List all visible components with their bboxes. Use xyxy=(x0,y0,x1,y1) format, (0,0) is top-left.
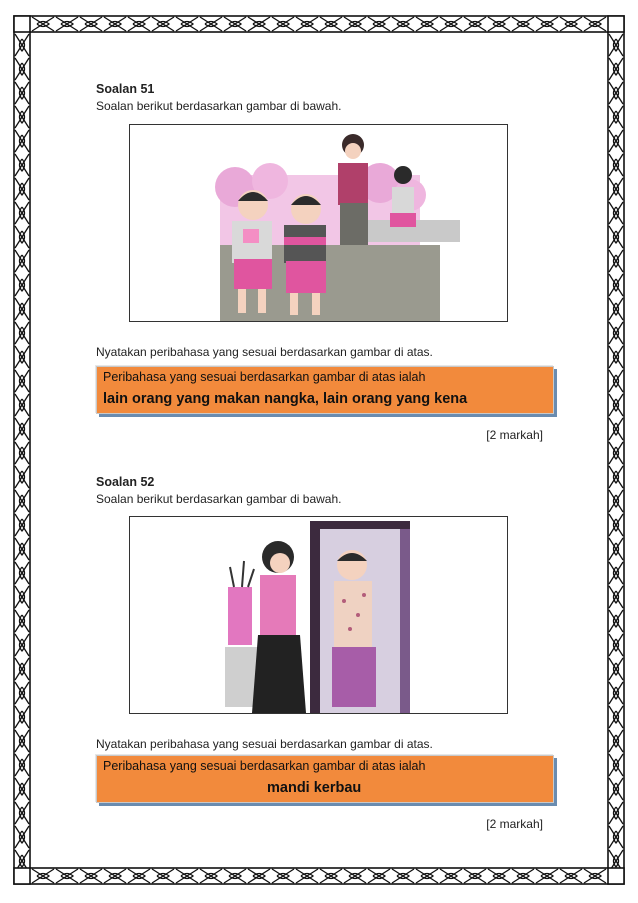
border-motif xyxy=(488,17,510,31)
border-motif xyxy=(15,490,29,512)
border-motif xyxy=(536,17,558,31)
border-motif xyxy=(584,17,606,31)
border-motif xyxy=(15,106,29,128)
border-motif xyxy=(609,682,623,704)
border-motif xyxy=(15,466,29,488)
border-motif xyxy=(104,869,126,883)
border-motif xyxy=(609,178,623,200)
border-motif xyxy=(609,706,623,728)
border-motif xyxy=(15,202,29,224)
question-51-answer-box xyxy=(96,366,554,414)
question-51-marks: [2 markah] xyxy=(486,428,543,442)
border-motif xyxy=(272,869,294,883)
border-motif xyxy=(152,17,174,31)
border-motif xyxy=(80,17,102,31)
border-motif xyxy=(15,514,29,536)
border-motif xyxy=(128,17,150,31)
border-motif xyxy=(609,250,623,272)
border-motif xyxy=(15,394,29,416)
border-motif xyxy=(176,869,198,883)
border-motif xyxy=(368,869,390,883)
border-motif xyxy=(344,17,366,31)
border-motif xyxy=(609,226,623,248)
border-motif xyxy=(32,17,54,31)
border-motif xyxy=(296,869,318,883)
border-motif xyxy=(248,869,270,883)
border-motif xyxy=(440,17,462,31)
border-motif xyxy=(32,869,54,883)
question-52-answer: mandi kerbau xyxy=(267,780,362,796)
border-motif xyxy=(15,58,29,80)
border-motif xyxy=(56,869,78,883)
border-motif xyxy=(416,869,438,883)
border-motif xyxy=(609,370,623,392)
border-motif xyxy=(609,274,623,296)
border-motif xyxy=(584,869,606,883)
border-motif xyxy=(15,346,29,368)
border-motif xyxy=(15,226,29,248)
border-motif xyxy=(224,17,246,31)
border-motif xyxy=(609,490,623,512)
question-51-intro: Soalan berikut berdasarkan gambar di bawah. xyxy=(96,99,342,113)
border-motif xyxy=(15,730,29,752)
border-motif xyxy=(15,322,29,344)
border-motif xyxy=(609,826,623,848)
border-motif xyxy=(512,869,534,883)
border-motif xyxy=(609,58,623,80)
question-52-answer-lead: Peribahasa yang sesuai berdasarkan gambar di atas ialah xyxy=(103,759,426,773)
border-motif xyxy=(609,442,623,464)
border-motif xyxy=(609,34,623,56)
border-motif xyxy=(344,869,366,883)
question-52-answer-box xyxy=(96,755,554,803)
border-motif xyxy=(392,17,414,31)
border-motif xyxy=(15,178,29,200)
border-motif xyxy=(512,17,534,31)
border-motif xyxy=(536,869,558,883)
border-motif xyxy=(464,869,486,883)
border-motif xyxy=(15,442,29,464)
border-motif xyxy=(609,346,623,368)
border-motif xyxy=(609,82,623,104)
border-motif xyxy=(609,802,623,824)
border-motif xyxy=(488,869,510,883)
border-motif xyxy=(609,586,623,608)
border-motif xyxy=(440,869,462,883)
question-52-illustration xyxy=(129,516,508,714)
border-motif xyxy=(15,34,29,56)
border-motif xyxy=(609,298,623,320)
border-motif xyxy=(15,778,29,800)
border-motif xyxy=(609,394,623,416)
border-motif xyxy=(560,869,582,883)
border-motif xyxy=(609,514,623,536)
border-motif xyxy=(152,869,174,883)
border-motif xyxy=(15,682,29,704)
question-51-answer: lain orang yang makan nangka, lain orang yang kena xyxy=(103,391,468,407)
border-motif xyxy=(15,130,29,152)
border-motif xyxy=(609,634,623,656)
question-52-marks: [2 markah] xyxy=(486,817,543,831)
border-motif xyxy=(15,418,29,440)
border-motif xyxy=(416,17,438,31)
border-motif xyxy=(272,17,294,31)
border-motif xyxy=(15,706,29,728)
border-motif xyxy=(200,869,222,883)
border-motif xyxy=(15,82,29,104)
border-motif xyxy=(609,418,623,440)
border-motif xyxy=(15,754,29,776)
border-motif xyxy=(464,17,486,31)
question-52-intro: Soalan berikut berdasarkan gambar di bawah. xyxy=(96,492,342,506)
question-52-heading: Soalan 52 xyxy=(96,475,155,489)
border-motif xyxy=(609,322,623,344)
border-motif xyxy=(56,17,78,31)
border-motif xyxy=(609,658,623,680)
border-motif xyxy=(609,154,623,176)
border-motif xyxy=(560,17,582,31)
border-motif xyxy=(609,202,623,224)
border-motif xyxy=(15,538,29,560)
border-motif xyxy=(80,869,102,883)
border-motif xyxy=(15,274,29,296)
border-motif xyxy=(15,826,29,848)
border-motif xyxy=(609,754,623,776)
border-motif xyxy=(200,17,222,31)
border-motif xyxy=(609,466,623,488)
border-motif xyxy=(15,562,29,584)
border-motif xyxy=(15,586,29,608)
border-motif xyxy=(224,869,246,883)
border-motif xyxy=(392,869,414,883)
border-motif xyxy=(15,250,29,272)
question-51-heading: Soalan 51 xyxy=(96,82,155,96)
border-motif xyxy=(368,17,390,31)
border-motif xyxy=(15,634,29,656)
border-motif xyxy=(609,730,623,752)
border-motif xyxy=(609,610,623,632)
border-motif xyxy=(609,130,623,152)
question-51-answer-lead: Peribahasa yang sesuai berdasarkan gambar di atas ialah xyxy=(103,370,426,384)
question-51-illustration xyxy=(129,124,508,322)
border-motif xyxy=(248,17,270,31)
question-51-prompt: Nyatakan peribahasa yang sesuai berdasarkan gambar di atas. xyxy=(96,345,433,359)
border-motif xyxy=(609,562,623,584)
border-motif xyxy=(15,298,29,320)
question-52-prompt: Nyatakan peribahasa yang sesuai berdasarkan gambar di atas. xyxy=(96,737,433,751)
border-motif xyxy=(320,17,342,31)
border-motif xyxy=(15,154,29,176)
border-motif xyxy=(104,17,126,31)
border-motif xyxy=(15,658,29,680)
border-motif xyxy=(320,869,342,883)
border-motif xyxy=(15,802,29,824)
border-motif xyxy=(296,17,318,31)
border-motif xyxy=(609,778,623,800)
border-motif xyxy=(128,869,150,883)
border-motif xyxy=(176,17,198,31)
border-motif xyxy=(609,106,623,128)
border-motif xyxy=(15,610,29,632)
border-motif xyxy=(15,370,29,392)
border-motif xyxy=(609,538,623,560)
